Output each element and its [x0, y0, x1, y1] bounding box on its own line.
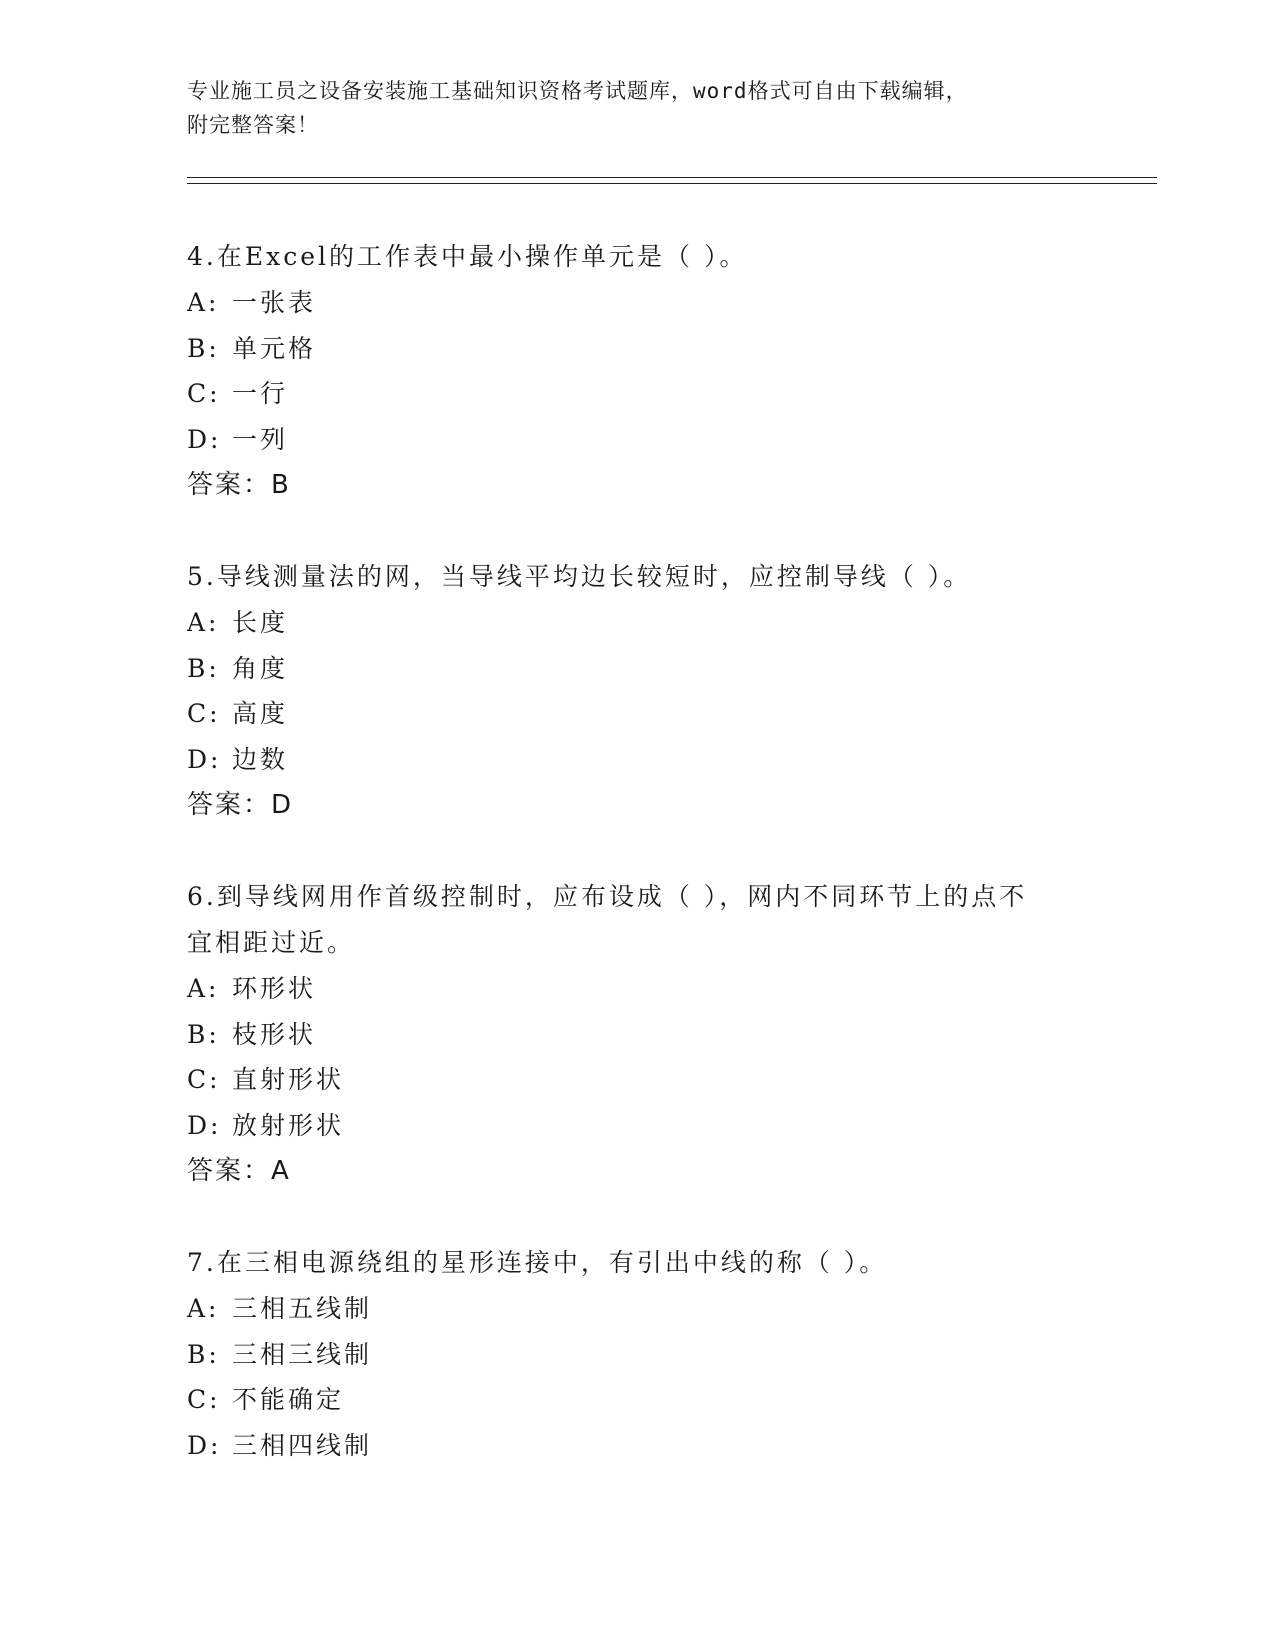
option-letter: D: — [187, 1430, 222, 1460]
answer: 答案：B — [187, 470, 291, 500]
question-stem: 5.导线测量法的网，当导线平均边长较短时，应控制导线（ ）。 — [187, 562, 972, 591]
option-c — [187, 371, 1087, 417]
option-d — [187, 1103, 1087, 1149]
option-d — [187, 417, 1087, 463]
header-divider-top — [187, 177, 1157, 178]
option-text: 不能确定 — [232, 1385, 345, 1414]
option-d — [187, 737, 1087, 783]
option-b — [187, 646, 1087, 692]
option-text: 一张表 — [232, 288, 317, 317]
option-text: 三相五线制 — [232, 1294, 373, 1323]
option-text: 放射形状 — [232, 1110, 345, 1140]
option-letter: C: — [187, 699, 221, 728]
option-text: 边数 — [232, 744, 289, 774]
option-text: 枝形状 — [232, 1019, 317, 1049]
option-text: 长度 — [232, 608, 289, 637]
option-text: 单元格 — [232, 333, 317, 363]
answer: 答案：D — [187, 790, 294, 820]
option-a — [187, 600, 1087, 646]
header-divider-bottom — [187, 183, 1157, 184]
option-c — [187, 691, 1087, 737]
option-letter: A: — [187, 1294, 220, 1323]
answer: 答案：A — [187, 1156, 291, 1186]
option-b — [187, 1012, 1087, 1058]
question-stem-line-1: 6.到导线网用作首级控制时，应布设成（ ），网内不同环节上的点不 — [187, 882, 1028, 911]
option-c — [187, 1377, 1087, 1423]
option-text: 环形状 — [232, 974, 317, 1003]
option-text: 直射形状 — [232, 1065, 345, 1094]
option-letter: B: — [187, 333, 220, 363]
option-a — [187, 280, 1087, 326]
option-c — [187, 1057, 1087, 1103]
document-header — [187, 74, 1087, 142]
question-6 — [187, 874, 1087, 1194]
option-b — [187, 326, 1087, 372]
option-letter: B: — [187, 1339, 220, 1369]
header-line-1: 专业施工员之设备安装施工基础知识资格考试题库，word格式可自由下载编辑， — [187, 79, 968, 103]
option-a — [187, 966, 1087, 1012]
option-a — [187, 1286, 1087, 1332]
question-4 — [187, 234, 1087, 508]
question-stem: 7.在三相电源绕组的星形连接中，有引出中线的称（ ）。 — [187, 1248, 888, 1277]
option-letter: D: — [187, 1110, 222, 1140]
question-stem-line-2: 宜相距过近。 — [187, 928, 356, 957]
option-letter: A: — [187, 974, 220, 1003]
question-stem: 4.在Excel的工作表中最小操作单元是（ ）。 — [187, 242, 748, 271]
option-letter: C: — [187, 379, 221, 408]
option-b — [187, 1332, 1087, 1378]
option-text: 高度 — [232, 699, 289, 728]
header-line-2: 附完整答案！ — [187, 113, 319, 137]
option-letter: B: — [187, 653, 220, 683]
option-letter: A: — [187, 608, 220, 637]
option-text: 一行 — [232, 379, 289, 408]
option-letter: B: — [187, 1019, 220, 1049]
option-letter: C: — [187, 1065, 221, 1094]
option-text: 三相四线制 — [232, 1430, 373, 1460]
option-text: 一列 — [232, 424, 289, 454]
option-text: 角度 — [232, 653, 289, 683]
option-letter: D: — [187, 744, 222, 774]
option-letter: D: — [187, 424, 222, 454]
question-7 — [187, 1240, 1087, 1468]
option-d — [187, 1423, 1087, 1469]
question-5 — [187, 554, 1087, 828]
option-letter: A: — [187, 288, 220, 317]
option-letter: C: — [187, 1385, 221, 1414]
option-text: 三相三线制 — [232, 1339, 373, 1369]
